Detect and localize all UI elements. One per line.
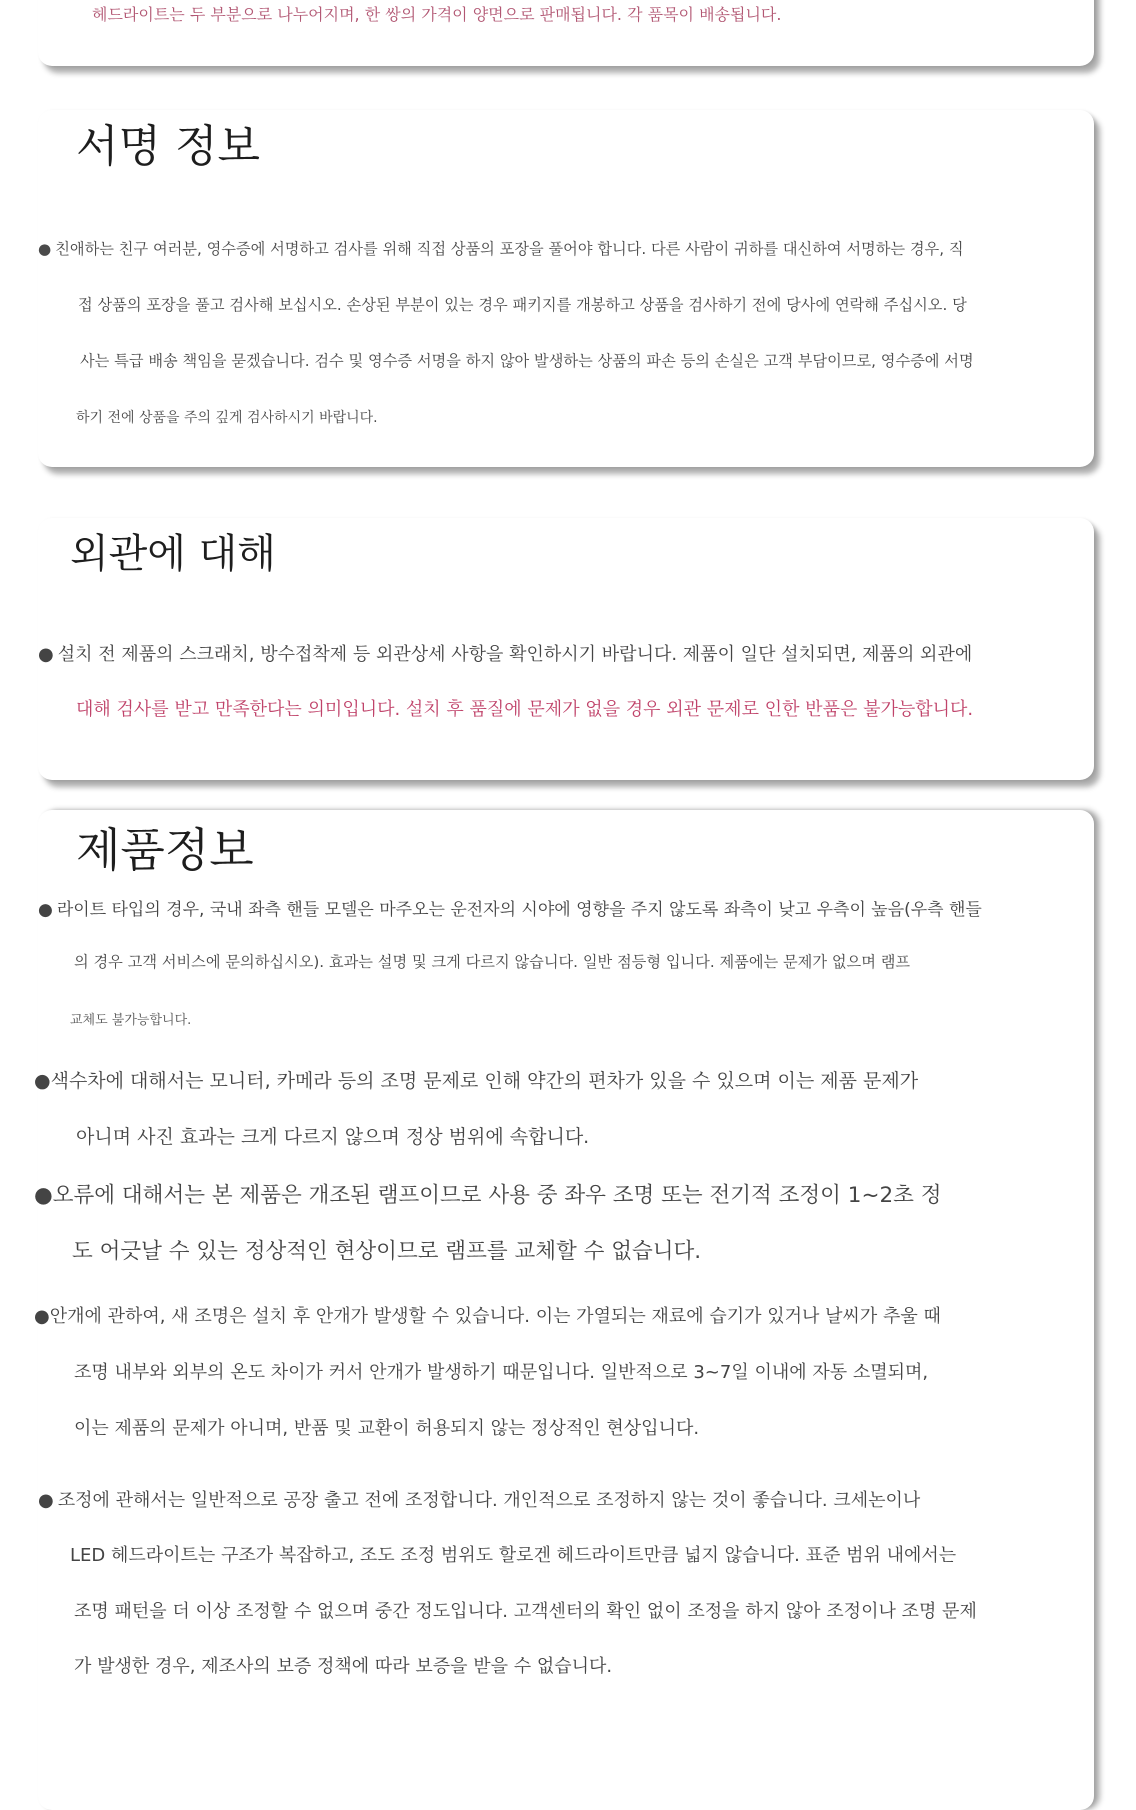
signature-line-3: 사는 특급 배송 책임을 묻겠습니다. 검수 및 영수증 서명을 하지 않아 발생하는 상품의 파손 등의 손실은 고객 부담이므로, 영수증에 서명: [80, 352, 974, 370]
light-type-line-1: ● 라이트 타입의 경우, 국내 좌측 핸들 모델은 마주오는 운전자의 시야에 영향을 주지 않도록 좌측이 낮고 우측이 높음(우측 핸들: [38, 900, 982, 920]
light-type-line-3: 교체도 불가능합니다.: [70, 1013, 192, 1028]
appearance-heading: 외관에 대해: [70, 531, 276, 577]
adjust-line-4: 가 발생한 경우, 제조사의 보증 정책에 따라 보증을 받을 수 없습니다.: [74, 1656, 613, 1677]
bullet-icon: ●: [34, 1183, 53, 1208]
bullet-icon: ●: [38, 644, 54, 665]
color-diff-line-2: 아니며 사진 효과는 크게 다르지 않으며 정상 범위에 속합니다.: [76, 1126, 590, 1148]
signature-line-1: ● 친애하는 친구 여러분, 영수증에 서명하고 검사를 위해 직접 상품의 포장을 풀어야 합니다. 다른 사람이 귀하를 대신하여 서명하는 경우, 직: [38, 240, 964, 258]
color-diff-line-1: ●색수차에 대해서는 모니터, 카메라 등의 조명 문제로 인해 약간의 편차가 있을 수 있으며 이는 제품 문제가: [34, 1070, 919, 1092]
product-heading: 제품정보: [76, 823, 254, 877]
signature-line-2: 접 상품의 포장을 풀고 검사해 보십시오. 손상된 부분이 있는 경우 패키지를 개봉하고 상품을 검사하기 전에 당사에 연락해 주십시오. 당: [78, 296, 967, 314]
adjust-line-1: ● 조정에 관해서는 일반적으로 공장 출고 전에 조정합니다. 개인적으로 조정하지 않는 것이 좋습니다. 크세논이나: [38, 1490, 921, 1511]
signature-card: [38, 110, 1094, 467]
bullet-icon: ●: [38, 900, 53, 920]
bullet-icon: ●: [34, 1306, 50, 1327]
bullet-icon: ●: [34, 1070, 51, 1092]
appearance-line-2: 대해 검사를 받고 만족한다는 의미입니다. 설치 후 품질에 문제가 없을 경우 외관 문제로 인한 반품은 불가능합니다.: [76, 699, 974, 720]
appearance-card: [38, 518, 1094, 780]
error-line-2: 도 어긋날 수 있는 정상적인 현상이므로 램프를 교체할 수 없습니다.: [72, 1239, 702, 1264]
fog-line-3: 이는 제품의 문제가 아니며, 반품 및 교환이 허용되지 않는 정상적인 현상입니다.: [74, 1418, 700, 1439]
bullet-icon: ●: [38, 240, 52, 258]
bullet-icon: ●: [38, 1490, 54, 1511]
notice-card: [38, 0, 1094, 66]
appearance-line-1: ● 설치 전 제품의 스크래치, 방수접착제 등 외관상세 사항을 확인하시기 바랍니다. 제품이 일단 설치되면, 제품의 외관에: [38, 644, 973, 665]
adjust-line-2: LED 헤드라이트는 구조가 복잡하고, 조도 조정 범위도 할로겐 헤드라이트만큼 넓지 않습니다. 표준 범위 내에서는: [70, 1545, 957, 1566]
signature-line-4: 하기 전에 상품을 주의 깊게 검사하시기 바랍니다.: [76, 410, 378, 426]
signature-heading: 서명 정보: [76, 121, 261, 172]
adjust-line-3: 조명 패턴을 더 이상 조정할 수 없으며 중간 정도입니다. 고객센터의 확인 없이 조정을 하지 않아 조정이나 조명 문제: [74, 1601, 977, 1622]
light-type-line-2: 의 경우 고객 서비스에 문의하십시오). 효과는 설명 및 크게 다르지 않습니다. 일반 점등형 입니다. 제품에는 문제가 없으며 램프: [74, 953, 911, 971]
fog-line-1: ●안개에 관하여, 새 조명은 설치 후 안개가 발생할 수 있습니다. 이는 가열되는 재료에 습기가 있거나 날씨가 추울 때: [34, 1306, 941, 1327]
headlight-notice: 헤드라이트는 두 부분으로 나누어지며, 한 쌍의 가격이 양면으로 판매됩니다. 각 품목이 배송됩니다.: [92, 5, 782, 24]
fog-line-2: 조명 내부와 외부의 온도 차이가 커서 안개가 발생하기 때문입니다. 일반적으로 3~7일 이내에 자동 소멸되며,: [74, 1362, 929, 1383]
error-line-1: ●오류에 대해서는 본 제품은 개조된 램프이므로 사용 중 좌우 조명 또는 전기적 조정이 1~2초 정: [34, 1183, 942, 1208]
product-info-card: [34, 810, 1094, 1810]
